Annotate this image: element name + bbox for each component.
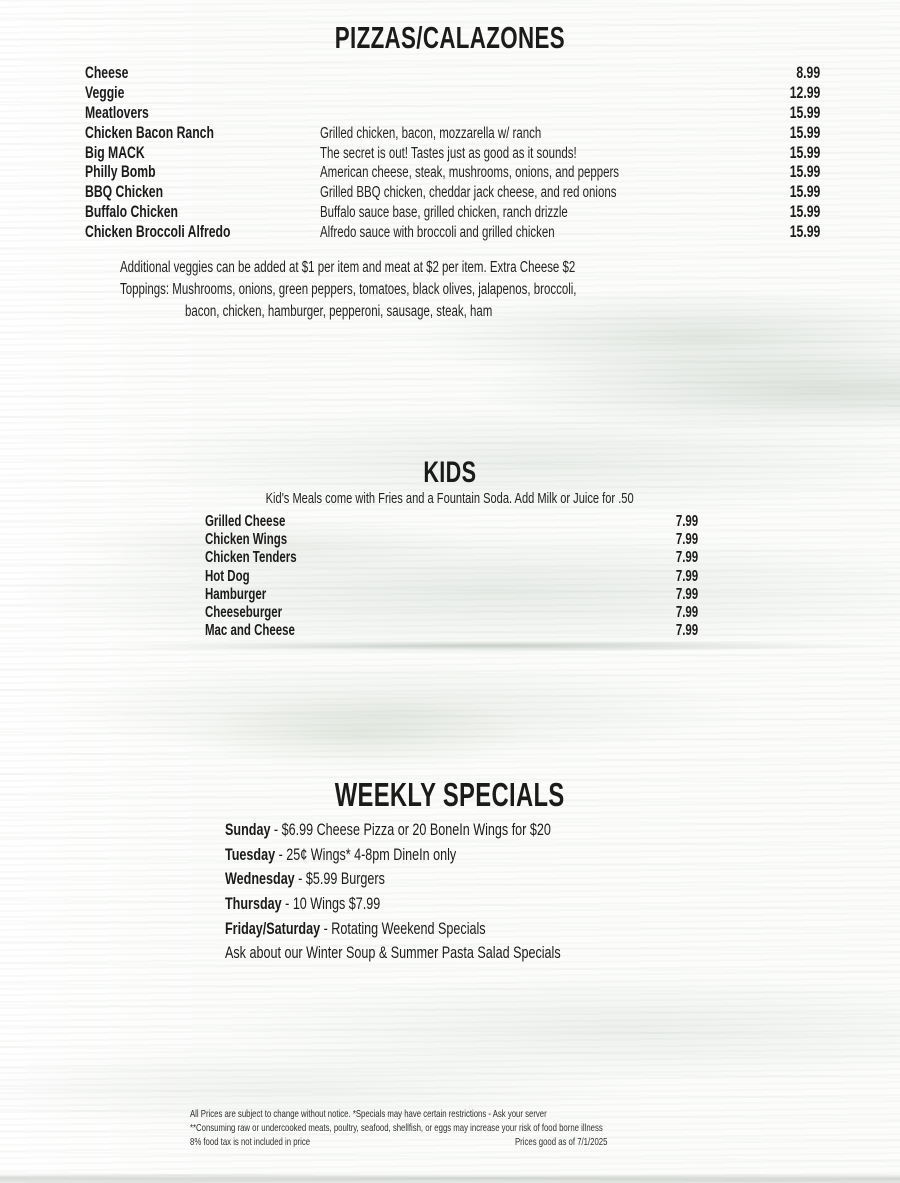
pizza-item-name: Meatlovers	[85, 103, 149, 122]
kids-item-name: Cheeseburger	[205, 603, 283, 621]
special-item-day: Friday/Saturday	[225, 918, 321, 938]
special-item	[225, 919, 825, 944]
pizza-item-description	[320, 105, 750, 123]
kids-item-name: Hamburger	[205, 585, 267, 603]
special-item-separator: -	[270, 820, 282, 839]
kids-item-name: Chicken Tenders	[205, 549, 297, 567]
kids-item-name: Chicken Wings	[205, 531, 288, 549]
kids-item-price: 7.99	[675, 622, 698, 640]
kids-item-row	[205, 586, 698, 604]
kids-subtitle: Kid's Meals come with Fries and a Fountain Soda. Add Milk or Juice for .50	[266, 490, 634, 507]
special-item	[225, 894, 825, 919]
footer-disclaimer	[190, 1108, 720, 1150]
special-item-text: Ask about our Winter Soup & Summer Pasta Salad Specials	[225, 943, 561, 963]
kids-item-name: Hot Dog	[205, 567, 250, 585]
pizza-item-row	[85, 183, 820, 203]
special-item-text: Rotating Weekend Specials	[331, 918, 486, 938]
pizzas-table	[85, 64, 820, 243]
special-item	[225, 845, 825, 870]
kids-item-price: 7.99	[675, 549, 698, 567]
weekly-specials-list	[225, 820, 825, 968]
special-item	[225, 820, 825, 845]
pizza-item-row	[85, 144, 820, 164]
pizza-item-row	[85, 64, 820, 84]
pizza-item-description: Grilled BBQ chicken, cheddar jack cheese, and red onions	[320, 184, 617, 202]
special-item-separator: -	[275, 844, 287, 864]
special-item-separator: -	[281, 894, 293, 914]
toppings-note-line3: bacon, chicken, hamburger, pepperoni, sausage, steak, ham	[185, 303, 493, 320]
pizza-item-row	[85, 203, 820, 223]
special-item	[225, 943, 825, 968]
pizza-item-description: The secret is out! Tastes just as good as it sounds!	[320, 144, 577, 162]
kids-item-price: 7.99	[675, 531, 698, 549]
special-item-text: $6.99 Cheese Pizza or 20 BoneIn Wings for $20	[281, 820, 551, 839]
kids-item-row	[205, 568, 698, 586]
footer-line2: **Consuming raw or undercooked meats, poultry, seafood, shellfish, or eggs may increase your risk of food borne illness	[190, 1121, 603, 1134]
kids-item-price: 7.99	[675, 513, 698, 530]
footer-prices-date: Prices good as of 7/1/2025	[515, 1135, 608, 1148]
pizzas-section-title	[0, 20, 900, 56]
pizza-item-name: Buffalo Chicken	[85, 203, 178, 222]
pizza-item-row	[85, 104, 820, 124]
pizza-item-price: 12.99	[789, 83, 820, 102]
special-item-day: Wednesday	[225, 869, 295, 889]
pizza-item-description: Buffalo sauce base, grilled chicken, ranch drizzle	[320, 204, 568, 222]
pizza-item-row	[85, 124, 820, 144]
weekly-specials-title	[0, 776, 900, 814]
footer-tax-note: 8% food tax is not included in price	[190, 1135, 311, 1148]
special-item-day: Thursday	[225, 894, 282, 914]
kids-item-row	[205, 513, 698, 531]
footer-line1: All Prices are subject to change without notice. *Specials may have certain restrictions - Ask your server	[190, 1108, 547, 1120]
special-item	[225, 869, 825, 894]
pizza-item-description	[320, 65, 750, 83]
special-item-day: Tuesday	[225, 844, 276, 864]
pizza-item-price: 15.99	[789, 103, 820, 122]
kids-table	[205, 513, 698, 640]
toppings-note-line2: Toppings: Mushrooms, onions, green peppers, tomatoes, black olives, jalapenos, broccoli,	[120, 281, 577, 298]
special-item-text: 10 Wings $7.99	[292, 894, 381, 914]
special-item-text: 25¢ Wings* 4-8pm DineIn only	[286, 844, 457, 864]
pizza-item-name: Philly Bomb	[85, 163, 156, 182]
pizza-item-name: Chicken Broccoli Alfredo	[85, 223, 231, 242]
pizza-item-description: Alfredo sauce with broccoli and grilled chicken	[320, 224, 555, 242]
toppings-note-line1: Additional veggies can be added at $1 per item and meat at $2 per item. Extra Cheese $2	[120, 259, 576, 276]
toppings-note	[120, 257, 737, 323]
pizza-item-price: 15.99	[789, 223, 820, 242]
kids-item-price: 7.99	[675, 603, 698, 621]
special-item-day: Sunday	[225, 820, 271, 839]
pizza-item-row	[85, 223, 820, 243]
pizza-item-row	[85, 163, 820, 183]
pizza-item-name: Cheese	[85, 64, 129, 82]
pizza-item-description: American cheese, steak, mushrooms, onions, and peppers	[320, 164, 620, 182]
kids-item-name: Grilled Cheese	[205, 513, 286, 530]
pizza-item-price: 15.99	[789, 143, 820, 162]
kids-item-row	[205, 622, 698, 640]
pizza-item-name: BBQ Chicken	[85, 183, 164, 202]
pizza-item-price: 8.99	[796, 64, 820, 82]
special-item-separator: -	[320, 918, 332, 938]
weekly-specials-title-text: WEEKLY SPECIALS	[335, 776, 565, 813]
pizza-item-price: 15.99	[789, 163, 820, 182]
pizzas-title-text: PIZZAS/CALAZONES	[334, 20, 566, 55]
kids-item-row	[205, 549, 698, 567]
kids-item-name: Mac and Cheese	[205, 622, 295, 640]
pizza-item-description	[320, 85, 750, 103]
kids-section-title	[0, 456, 900, 490]
kids-item-row	[205, 604, 698, 622]
pizza-item-description: Grilled chicken, bacon, mozzarella w/ ranch	[320, 124, 542, 142]
special-item-separator: -	[294, 869, 306, 889]
kids-item-price: 7.99	[675, 567, 698, 585]
kids-item-price: 7.99	[675, 585, 698, 603]
pizza-item-name: Veggie	[85, 83, 125, 102]
pizza-item-row	[85, 84, 820, 104]
pizza-item-price: 15.99	[789, 203, 820, 222]
pizza-item-name: Big MACK	[85, 143, 145, 162]
kids-item-row	[205, 531, 698, 549]
footer-line3	[190, 1136, 720, 1150]
pizza-item-name: Chicken Bacon Ranch	[85, 123, 214, 142]
pizza-item-price: 15.99	[789, 183, 820, 202]
special-item-text: $5.99 Burgers	[305, 869, 385, 889]
pizza-item-price: 15.99	[789, 123, 820, 142]
kids-title-text: KIDS	[423, 456, 477, 489]
